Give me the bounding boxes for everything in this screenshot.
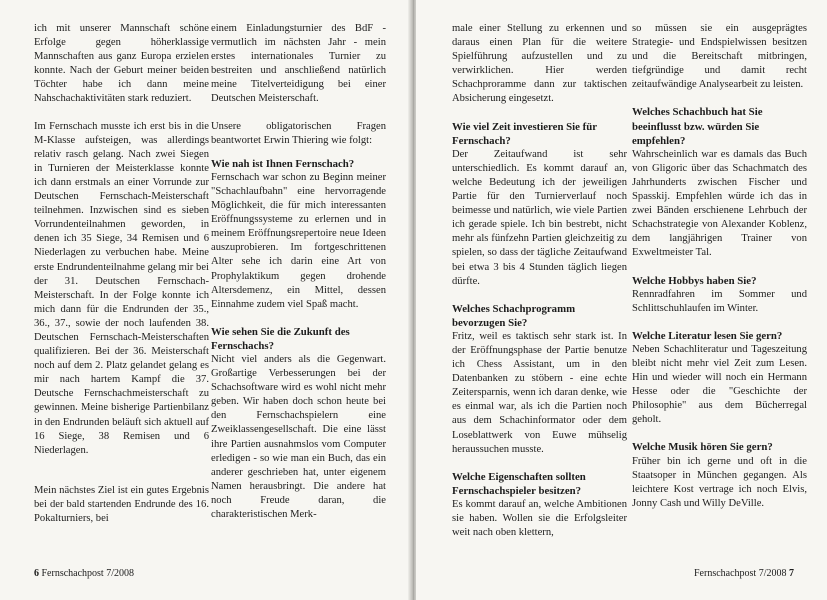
answer-paragraph: Fernschach war schon zu Beginn meiner "Schachlaufbahn" eine hervorragende Möglichkeit, die für mich interessanten Eröffnungssysteme zu erlernen und in meinem Eröffnungsrepertoire neue Ideen auszuprobieren. Im fortgeschrittenen Alter sehe ich darin eine Art von Prophylaktikum gegen drohende Altersdemenz, ein Mittel, dessen Einnahme zudem viel Spaß macht. (211, 171, 386, 310)
question-heading: Wie viel Zeit investieren Sie für Fernschach? (452, 120, 597, 147)
right-column-1 (452, 22, 627, 553)
paragraph: so müssen sie ein ausgeprägtes Strategie- und Endspielwissen besitzen und die Bereitschaft mitbringen, tiefgründige und damit recht zeitaufwändige Analysearbeit zu leisten. (632, 23, 807, 91)
paragraph: Im Fernschach musste ich erst bis in die M-Klasse aufsteigen, was allerdings relativ rasch gelang. Nach zwei Siegen in Turnieren der Meisterklasse konnte ich dann erstmals an einer Vorrunde zur Deutschen Fernschach-Meisterschaft teilnehmen. Inzwischen sind es sieben Vorrundenteilnahmen geworden, in denen ich 35 Siege, 34 Remisen und 6 Niederlagen zu verbuchen habe. Meine erste Endrundenteilnahme gelang mir bei der 31. Deutschen Fernschach-Meisterschaft. In der Folge konnte ich mich dann für die Endrunden der 35., 36., 37., sowie der noch laufenden 38. Deutschen Fernschach-Meisterschaften qualifizieren. Bei der 36. Meisterschaft noch auf dem 2. Platz gelandet gelang es mir nach hartem Kampf die 37. Deutsche Fernschachmeisterschaft zu gewinnen. Meine bisherige Partienbilanz in den Endrunden beläuft sich aktuell auf 16 Siege, 38 Remisen und 6 Niederlagen. (34, 120, 209, 456)
left-page (0, 0, 411, 600)
paragraph: male einer Stellung zu erkennen und daraus einen Plan für die weitere Spielführung aufzustellen und zu verwirklichen. Hier werden Schachproramme dann zur taktischen Absicherung eingesetzt. (452, 23, 627, 105)
publication-title: Fernschachpost 7/2008 (41, 568, 134, 579)
question-heading: Welche Hobbys haben Sie? (632, 274, 757, 287)
question-heading: Welches Schachprogramm bevorzugen Sie? (452, 302, 576, 329)
question-heading: Welche Musik hören Sie gern? (632, 441, 773, 454)
right-column-2 (632, 22, 807, 524)
left-column-1 (34, 22, 209, 539)
answer-paragraph: Früher bin ich gerne und oft in die Staatsoper in München gegangen. Als leichtere Kost vertrage ich noch Elvis, Jonny Cash und Willy DeVille. (632, 455, 807, 509)
page-number: 7 (789, 568, 794, 579)
answer-paragraph: Wahrscheinlich war es damals das Buch von Gligoric über das Schachmatch des Jahrhunderts zwischen Fischer und Spasskij. Empfehlen würde ich das in zwei Bänden erschienene Lehrbuch der Schachstrategie von Alexander Koblenz, dem langjährigen Trainer von Exweltmeister Tal. (632, 148, 807, 259)
publication-title: Fernschachpost 7/2008 (694, 568, 787, 579)
page-number: 6 (34, 568, 39, 579)
paragraph: ich mit unserer Mannschaft schöne Erfolge gegen höherklassige Mannschaften aus ganz Europa erzielen konnte. Nach der Geburt meiner beiden Töchter habe ich dann meine Nahschachaktivitäten stark reduziert. (34, 23, 209, 105)
answer-paragraph: Rennradfahren im Sommer und Schlittschuhlaufen im Winter. (632, 288, 807, 314)
paragraph: Mein nächstes Ziel ist ein gutes Ergebnis bei der bald startenden Endrunde des 16. Pokalturniers, bei (34, 484, 209, 524)
page-footer-left (34, 568, 134, 580)
question-heading: Welche Literatur lesen Sie gern? (632, 329, 783, 342)
question-heading: Wie sehen Sie die Zukunft des Fernschachs? (211, 325, 350, 352)
answer-paragraph: Es kommt darauf an, welche Ambitionen sie haben. Wollen sie die Erfolgsleiter weit nach oben klettern, (452, 498, 627, 539)
left-column-2 (211, 22, 386, 535)
question-heading: Welches Schachbuch hat Sie beeinflusst bzw. würden Sie empfehlen? (632, 106, 763, 147)
answer-paragraph: Fritz, weil es taktisch sehr stark ist. In der Eröffnungsphase der Partie benutze ich Chess Assistant, um in den Datenbanken zu stöbern - eine echte Zeitersparnis, wenn ich daran denke, wie es einmal war, als ich die Partien noch aus dem Schachinformator oder dem Loseblattwerk von Euwe mühselig heraussuchen musste. (452, 330, 627, 455)
answer-paragraph: Neben Schachliteratur und Tageszeitung bleibt nicht mehr viel Zeit zum Lesen. Hin und wieder will noch ein Hermann Hesse oder die "Geschichte der Philosophie" aus dem Bücherregal geholt. (632, 343, 807, 426)
answer-paragraph: Der Zeitaufwand ist sehr unterschiedlich. Es kommt darauf an, welche Bedeutung ich der jeweiligen Partie für den Turnierverlauf noch beimesse und natürlich, wie viele Partien ich gerade spiele. Ich bin bestrebt, nicht mehr als fünfzehn Partien gleichzeitig zu spielen, so dass der tägliche Zeitaufwand bei etwa 3 bis 4 Stunden täglich liegen dürfte. (452, 148, 627, 287)
answer-paragraph: Nicht viel anders als die Gegenwart. Großartige Verbesserungen bei der Schachsoftware wird es wohl nicht mehr geben. Wir haben doch schon heute bei den Fernschachspielern eine Zweiklassengesellschaft. Die eine lässt ihre Partien ausnahmslos vom Computer erledigen - so wie man ein Buch, das ein anderer geschrieben hat, unter eigenem Namen herausbringt. Die andere hat noch Freude daran, die charakteristischen Merk- (211, 353, 386, 520)
question-heading: Welche Eigenschaften sollten Fernschachspieler besitzen? (452, 470, 586, 497)
paragraph: einem Einladungsturnier des BdF - vermutlich im nächsten Jahr - mein erstes internationales Turnier zu bestreiten und anschließend natürlich meine Titelverteidigung bei einer Deutschen Meisterschaft. (211, 23, 386, 105)
question-heading: Wie nah ist Ihnen Fernschach? (211, 157, 355, 170)
page-footer-right (694, 568, 794, 580)
paragraph: Unsere obligatorischen Fragen beantwortet Erwin Thiering wie folgt: (211, 120, 386, 146)
